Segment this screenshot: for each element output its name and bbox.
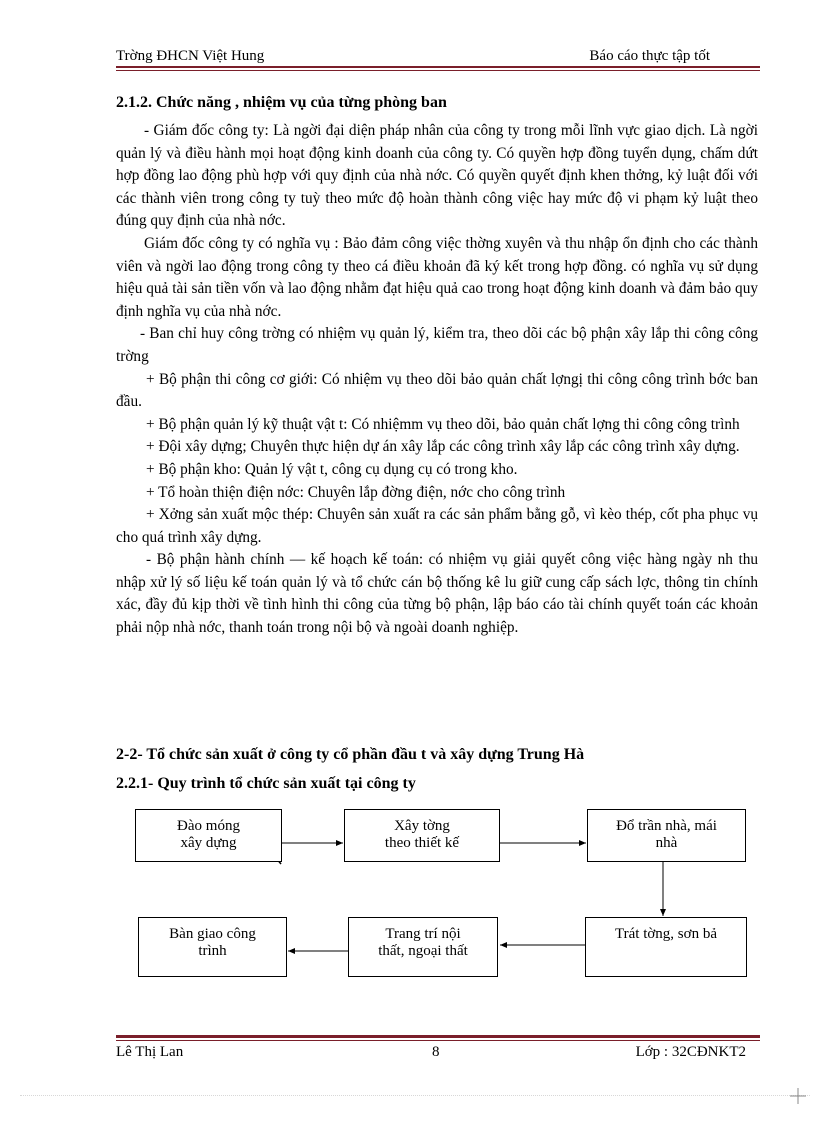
heading-2-2-1: 2.2.1- Quy trình tổ chức sản xuất tại công ty	[116, 775, 416, 792]
paragraph-construction-team: + Đội xây dựng; Chuyên thực hiện dự án xây lắp các công trình xây lắp các công trình xây dựng.	[146, 438, 740, 456]
step-1-line-1: Đào móng	[177, 818, 240, 834]
step-2-line-2: theo thiết kế	[384, 835, 460, 851]
paragraph-workshop: + Xởng sản xuất mộc thép: Chuyên sản xuất ra các sản phẩm bằng gỗ, vì kèo thép, cốt pha phục vụ cho quá trình xây dựng.	[116, 506, 758, 546]
crop-mark-icon	[790, 1088, 806, 1104]
step-5-line-1: Trang trí nội	[385, 926, 461, 942]
step-5-line-2: thất, ngoại thất	[378, 943, 468, 959]
paragraph-technical-unit: + Bộ phận quản lý kỹ thuật vật t: Có nhiệmm vụ theo dõi, bảo quản chất lợng thi công công trình	[146, 415, 740, 433]
paragraph-director-role: - Giám đốc công ty: Là ngời đại diện pháp nhân của công ty trong mỗi lĩnh vực giao dịch. Là ngời quản lý và điều hành mọi hoạt động kinh doanh của công ty. Có quyền hợp đồng tuyển dụng, chấm dứt hợp đồng lao động phù hợp với quy định của nhà nớc. Có quyền quyết định khen thởng, kỷ luật đối với các thành viên trong công ty tuỳ theo mức độ hoàn thành công việc hay mức độ vi phạm kỷ luật theo đúng quy định của nhà nớc.	[116, 122, 758, 230]
step-2-line-1: Xây tờng	[394, 818, 450, 834]
paragraph-electric-water: + Tổ hoàn thiện điện nớc: Chuyên lắp đờng điện, nớc cho công trình	[146, 483, 566, 501]
footer-rule-thick	[116, 1035, 760, 1038]
paragraph-warehouse: + Bộ phận kho: Quản lý vật t, công cụ dụng cụ có trong kho.	[146, 460, 518, 478]
step-box-plastering	[585, 917, 747, 977]
section-title: 2.1.2. Chức năng , nhiệm vụ của từng phòng ban	[116, 94, 447, 111]
step-box-roof	[587, 809, 746, 862]
step-box-decoration	[348, 917, 498, 977]
step-box-walls	[344, 809, 500, 862]
step-3-line-2: nhà	[655, 835, 678, 851]
paragraph-site-command: - Ban chỉ huy công trờng có nhiệm vụ quản lý, kiểm tra, theo dõi các bộ phận xây lắp thi công công trờng	[116, 325, 758, 365]
step-6-line-1: Bàn giao công	[169, 926, 256, 942]
step-box-handover	[138, 917, 287, 977]
footer-author: Lê Thị Lan	[116, 1044, 184, 1060]
paragraph-mechanical-unit: + Bộ phận thi công cơ giới: Có nhiệm vụ theo dõi bảo quản chất lợngị thi công công trình bớc ban đầu.	[116, 370, 758, 411]
page-bottom-dotted-line	[20, 1095, 810, 1096]
paragraph-admin-accounting: - Bộ phận hành chính — kế hoạch kế toán: có nhiệm vụ giải quyết công việc hàng ngày nh thu nhập xử lý số liệu kế toán quản lý và tổ chức cán bộ thống kê lu giữ cung cấp sách lợc, thông tin chính xác, đầy đủ kịp thời về tình hình thi công của từng bộ phận, lập báo cáo tài chính quyết toán các khoản phải nộp nhà nớc, thanh toán trong nội bộ và ngoài doanh nghiệp.	[116, 551, 758, 637]
header-school: Trờng ĐHCN Việt Hung	[116, 48, 265, 64]
step-1-line-2: xây dựng	[180, 835, 237, 851]
footer-page-number: 8	[432, 1044, 440, 1060]
heading-2-2: 2-2- Tổ chức sản xuất ở công ty cổ phần đầu t và xây dựng Trung Hà	[116, 746, 585, 763]
step-3-line-1: Đổ trần nhà, mái	[616, 818, 717, 834]
header-report-title: Báo cáo thực tập tốt	[589, 48, 710, 64]
step-4-line-1: Trát tờng, sơn bả	[615, 926, 717, 942]
paragraph-director-duty: Giám đốc công ty có nghĩa vụ : Bảo đảm công việc thờng xuyên và thu nhập ổn định cho các thành viên và ngời lao động trong công ty theo cá điều khoản đã ký kết trong hợp đồng. có nghĩa vụ sử dụng hiệu quả tài sản tiền vốn và lao động nhằm đạt hiệu quả cao trong hoạt động kinh doanh và đảm bảo quy định nghĩa vụ của nhà nớc.	[116, 234, 758, 320]
footer-rule-thin	[116, 1040, 760, 1041]
step-6-line-2: trình	[198, 943, 227, 959]
footer-class: Lớp : 32CĐNKT2	[635, 1044, 746, 1060]
step-box-excavation	[135, 809, 282, 862]
